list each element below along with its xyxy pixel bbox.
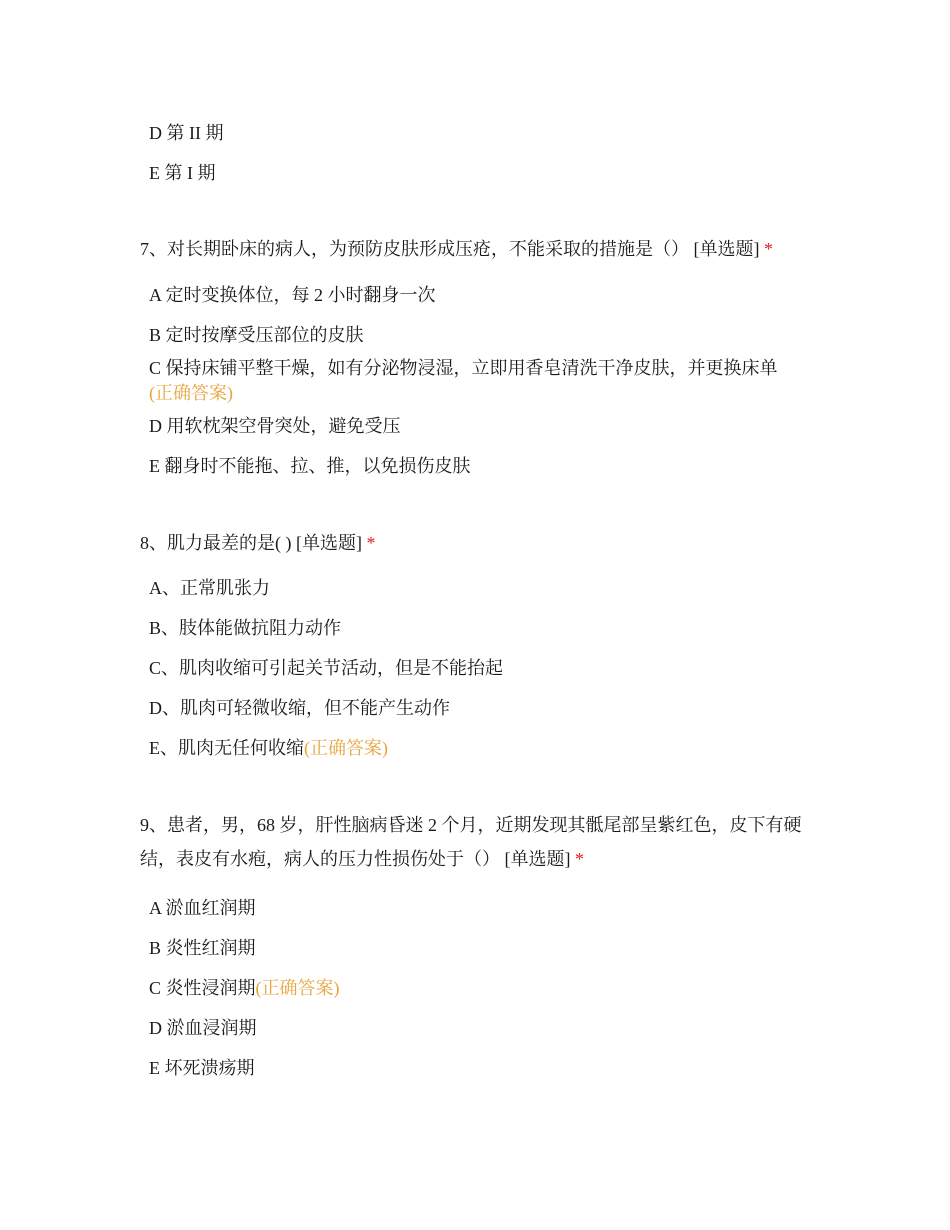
required-marker: * [764, 239, 773, 259]
option-text: B 炎性红润期 [149, 938, 256, 958]
q9-option-e[interactable] [149, 1056, 829, 1081]
option-text: E 坏死溃疡期 [149, 1058, 255, 1078]
q6-option-d[interactable] [149, 121, 829, 146]
question-text: 8、肌力最差的是( ) [单选题] [140, 533, 362, 553]
option-text: A、正常肌张力 [149, 578, 270, 598]
q9-option-d[interactable] [149, 1016, 829, 1041]
correct-answer-tag: (正确答案) [255, 978, 340, 998]
option-text: C、肌肉收缩可引起关节活动，但是不能抬起 [149, 658, 504, 678]
q7-option-b[interactable] [149, 323, 829, 348]
required-marker: * [366, 533, 376, 553]
option-text: D 第 II 期 [149, 123, 224, 143]
option-text: A 定时变换体位，每 2 小时翻身一次 [149, 285, 436, 305]
q8-option-c[interactable] [149, 656, 829, 681]
required-marker: * [575, 849, 584, 869]
q8-stem [140, 526, 820, 560]
q8-option-b[interactable] [149, 616, 829, 641]
question-text: 9、患者，男，68 岁，肝性脑病昏迷 2 个月，近期发现其骶尾部呈紫红色，皮下有硬结，表皮有水疱，病人的压力性损伤处于（） [单选题] [140, 815, 802, 869]
q7-stem [140, 232, 820, 266]
option-text: D 用软枕架空骨突处，避免受压 [149, 416, 401, 436]
q9-option-c[interactable] [149, 976, 829, 1001]
option-text: D 淤血浸润期 [149, 1018, 257, 1038]
option-text: A 淤血红润期 [149, 898, 256, 918]
option-text: C 炎性浸润期 [149, 978, 256, 998]
q6-option-e[interactable] [149, 161, 829, 186]
option-text: E 翻身时不能拖、拉、推，以免损伤皮肤 [149, 456, 471, 476]
q8-option-d[interactable] [149, 696, 829, 721]
option-text: B 定时按摩受压部位的皮肤 [149, 325, 364, 345]
option-text: E 第 I 期 [149, 163, 216, 183]
q7-option-c[interactable] [149, 356, 829, 406]
option-text: C 保持床铺平整干燥，如有分泌物浸湿，立即用香皂清洗干净皮肤，并更换床单 [149, 358, 778, 378]
q7-option-e[interactable] [149, 454, 829, 479]
q8-option-a[interactable] [149, 576, 829, 601]
q9-option-b[interactable] [149, 936, 829, 961]
correct-answer-tag: (正确答案) [149, 383, 233, 403]
q7-option-a[interactable] [149, 283, 829, 308]
q9-option-a[interactable] [149, 896, 829, 921]
option-text: D、肌肉可轻微收缩，但不能产生动作 [149, 698, 450, 718]
q8-option-e[interactable] [149, 736, 829, 761]
q7-option-d[interactable] [149, 414, 829, 439]
question-text: 7、对长期卧床的病人，为预防皮肤形成压疮，不能采取的措施是（） [单选题] [140, 239, 760, 259]
correct-answer-tag: (正确答案) [304, 738, 388, 758]
option-text: B、肢体能做抗阻力动作 [149, 618, 342, 638]
q9-stem [140, 808, 820, 876]
option-text: E、肌肉无任何收缩 [149, 738, 304, 758]
